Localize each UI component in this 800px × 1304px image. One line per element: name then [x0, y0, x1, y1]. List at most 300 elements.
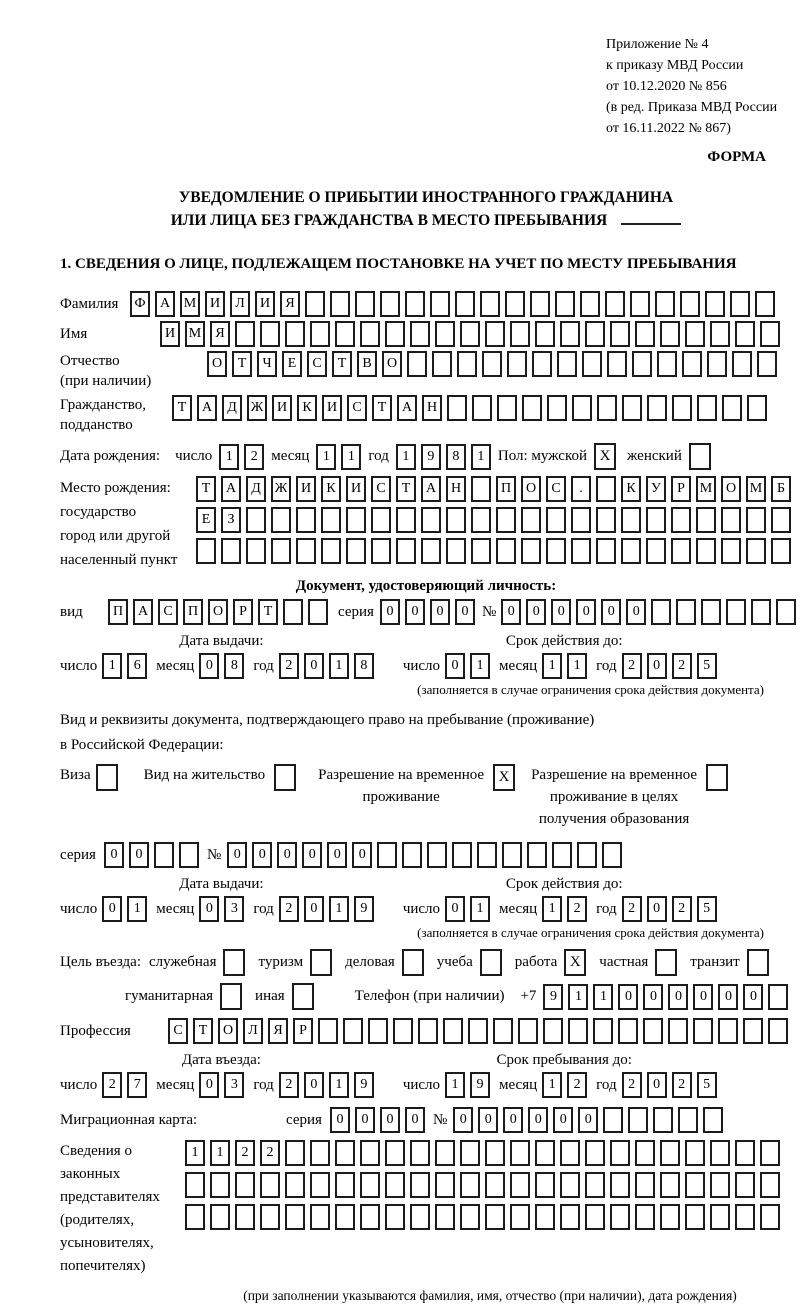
char-cell[interactable] [602, 842, 622, 868]
char-cell[interactable]: 2 [622, 896, 642, 922]
char-cell[interactable] [185, 1172, 205, 1198]
char-cell[interactable]: Л [243, 1018, 263, 1044]
visa-checkbox[interactable] [96, 764, 118, 791]
char-cell[interactable] [593, 1018, 613, 1044]
char-cell[interactable]: 2 [672, 1072, 692, 1098]
char-cell[interactable]: П [108, 599, 128, 625]
char-cell[interactable] [497, 395, 517, 421]
char-cell[interactable] [585, 321, 605, 347]
entry-day-cells[interactable] [102, 1072, 147, 1098]
char-cell[interactable]: 0 [647, 653, 667, 679]
char-cell[interactable] [260, 321, 280, 347]
char-cell[interactable] [596, 476, 616, 502]
char-cell[interactable]: М [180, 291, 200, 317]
char-cell[interactable] [768, 1018, 788, 1044]
char-cell[interactable] [535, 1204, 555, 1230]
char-cell[interactable] [735, 1172, 755, 1198]
char-cell[interactable]: 8 [224, 653, 244, 679]
char-cell[interactable]: 5 [697, 653, 717, 679]
char-cell[interactable]: Т [332, 351, 352, 377]
char-cell[interactable] [647, 395, 667, 421]
char-cell[interactable] [610, 1140, 630, 1166]
phone-cells[interactable] [543, 984, 788, 1010]
surname-cells[interactable] [130, 291, 775, 317]
char-cell[interactable] [760, 1204, 780, 1230]
char-cell[interactable]: 1 [542, 653, 562, 679]
char-cell[interactable]: 0 [601, 599, 621, 625]
char-cell[interactable]: 5 [697, 896, 717, 922]
char-cell[interactable] [510, 1204, 530, 1230]
char-cell[interactable] [546, 538, 566, 564]
migration-series-cells[interactable] [330, 1107, 425, 1133]
char-cell[interactable]: О [721, 476, 741, 502]
char-cell[interactable]: 0 [304, 653, 324, 679]
char-cell[interactable]: 1 [470, 896, 490, 922]
char-cell[interactable] [496, 507, 516, 533]
char-cell[interactable] [235, 1204, 255, 1230]
char-cell[interactable] [210, 1172, 230, 1198]
char-cell[interactable] [246, 507, 266, 533]
char-cell[interactable] [672, 395, 692, 421]
char-cell[interactable] [283, 599, 303, 625]
char-cell[interactable]: 2 [567, 896, 587, 922]
char-cell[interactable]: С [168, 1018, 188, 1044]
char-cell[interactable]: И [322, 395, 342, 421]
char-cell[interactable] [585, 1204, 605, 1230]
char-cell[interactable] [671, 507, 691, 533]
char-cell[interactable] [560, 1172, 580, 1198]
char-cell[interactable] [568, 1018, 588, 1044]
char-cell[interactable]: 0 [453, 1107, 473, 1133]
char-cell[interactable] [676, 599, 696, 625]
char-cell[interactable] [385, 1140, 405, 1166]
char-cell[interactable]: С [307, 351, 327, 377]
char-cell[interactable] [603, 1107, 623, 1133]
char-cell[interactable] [471, 476, 491, 502]
char-cell[interactable] [660, 1204, 680, 1230]
char-cell[interactable]: 0 [352, 842, 372, 868]
char-cell[interactable]: 9 [354, 896, 374, 922]
stay-month-cells[interactable] [542, 1072, 587, 1098]
char-cell[interactable] [510, 1140, 530, 1166]
char-cell[interactable] [443, 1018, 463, 1044]
char-cell[interactable]: 0 [743, 984, 763, 1010]
char-cell[interactable] [682, 351, 702, 377]
char-cell[interactable] [776, 599, 796, 625]
char-cell[interactable] [355, 291, 375, 317]
char-cell[interactable] [221, 538, 241, 564]
char-cell[interactable]: Т [258, 599, 278, 625]
char-cell[interactable]: И [272, 395, 292, 421]
purpose-tourism-checkbox[interactable] [310, 949, 332, 976]
char-cell[interactable] [335, 1172, 355, 1198]
char-cell[interactable]: 1 [542, 896, 562, 922]
char-cell[interactable] [660, 1140, 680, 1166]
char-cell[interactable]: 0 [618, 984, 638, 1010]
char-cell[interactable] [721, 507, 741, 533]
char-cell[interactable]: К [297, 395, 317, 421]
char-cell[interactable]: 2 [672, 896, 692, 922]
char-cell[interactable] [527, 842, 547, 868]
char-cell[interactable] [710, 1140, 730, 1166]
char-cell[interactable]: Т [196, 476, 216, 502]
char-cell[interactable]: П [496, 476, 516, 502]
char-cell[interactable]: 0 [330, 1107, 350, 1133]
char-cell[interactable] [710, 321, 730, 347]
char-cell[interactable]: 1 [329, 896, 349, 922]
char-cell[interactable] [685, 1172, 705, 1198]
char-cell[interactable] [660, 1172, 680, 1198]
char-cell[interactable]: 1 [185, 1140, 205, 1166]
char-cell[interactable] [346, 538, 366, 564]
purpose-transit-checkbox[interactable] [747, 949, 769, 976]
char-cell[interactable] [760, 1172, 780, 1198]
char-cell[interactable] [707, 351, 727, 377]
char-cell[interactable]: 0 [199, 1072, 219, 1098]
char-cell[interactable] [343, 1018, 363, 1044]
char-cell[interactable] [271, 538, 291, 564]
char-cell[interactable]: М [696, 476, 716, 502]
char-cell[interactable] [755, 291, 775, 317]
char-cell[interactable]: Т [172, 395, 192, 421]
char-cell[interactable]: 0 [647, 896, 667, 922]
char-cell[interactable]: 9 [354, 1072, 374, 1098]
char-cell[interactable] [610, 1204, 630, 1230]
char-cell[interactable] [460, 1172, 480, 1198]
char-cell[interactable] [735, 321, 755, 347]
char-cell[interactable] [582, 351, 602, 377]
char-cell[interactable]: 0 [102, 896, 122, 922]
char-cell[interactable] [577, 842, 597, 868]
citizenship-cells[interactable] [172, 395, 767, 421]
migration-number-cells[interactable] [453, 1107, 723, 1133]
char-cell[interactable] [605, 291, 625, 317]
char-cell[interactable]: 2 [622, 653, 642, 679]
char-cell[interactable]: 2 [279, 1072, 299, 1098]
gender-male-checkbox[interactable]: X [594, 443, 616, 470]
char-cell[interactable] [572, 395, 592, 421]
char-cell[interactable]: Р [671, 476, 691, 502]
char-cell[interactable] [430, 291, 450, 317]
char-cell[interactable]: 2 [235, 1140, 255, 1166]
char-cell[interactable] [621, 507, 641, 533]
char-cell[interactable] [493, 1018, 513, 1044]
char-cell[interactable] [535, 1172, 555, 1198]
char-cell[interactable] [726, 599, 746, 625]
char-cell[interactable]: Т [193, 1018, 213, 1044]
char-cell[interactable]: 9 [470, 1072, 490, 1098]
char-cell[interactable] [447, 395, 467, 421]
char-cell[interactable] [485, 1204, 505, 1230]
char-cell[interactable] [768, 984, 788, 1010]
char-cell[interactable]: Я [280, 291, 300, 317]
char-cell[interactable] [560, 1140, 580, 1166]
char-cell[interactable] [607, 351, 627, 377]
identity-issue-month-cells[interactable] [199, 653, 244, 679]
char-cell[interactable]: 1 [445, 1072, 465, 1098]
char-cell[interactable]: А [397, 395, 417, 421]
char-cell[interactable]: 0 [199, 653, 219, 679]
char-cell[interactable] [360, 321, 380, 347]
char-cell[interactable] [496, 538, 516, 564]
doc-number-cells[interactable] [501, 599, 796, 625]
char-cell[interactable] [610, 321, 630, 347]
char-cell[interactable] [653, 1107, 673, 1133]
char-cell[interactable] [735, 1140, 755, 1166]
residence-series-cells[interactable] [104, 842, 199, 868]
char-cell[interactable] [555, 291, 575, 317]
char-cell[interactable]: 0 [576, 599, 596, 625]
residence-valid-month-cells[interactable] [542, 896, 587, 922]
char-cell[interactable] [646, 538, 666, 564]
char-cell[interactable] [547, 395, 567, 421]
char-cell[interactable] [585, 1172, 605, 1198]
char-cell[interactable] [703, 1107, 723, 1133]
char-cell[interactable]: Д [222, 395, 242, 421]
char-cell[interactable] [610, 1172, 630, 1198]
char-cell[interactable] [557, 351, 577, 377]
char-cell[interactable] [535, 1140, 555, 1166]
char-cell[interactable] [678, 1107, 698, 1133]
profession-cells[interactable] [168, 1018, 788, 1044]
char-cell[interactable] [746, 538, 766, 564]
char-cell[interactable]: 0 [578, 1107, 598, 1133]
char-cell[interactable] [760, 321, 780, 347]
char-cell[interactable]: 0 [503, 1107, 523, 1133]
char-cell[interactable] [396, 507, 416, 533]
char-cell[interactable]: Р [233, 599, 253, 625]
char-cell[interactable] [705, 291, 725, 317]
char-cell[interactable] [471, 538, 491, 564]
char-cell[interactable] [597, 395, 617, 421]
char-cell[interactable] [432, 351, 452, 377]
char-cell[interactable] [621, 538, 641, 564]
char-cell[interactable] [393, 1018, 413, 1044]
char-cell[interactable]: А [133, 599, 153, 625]
char-cell[interactable] [596, 507, 616, 533]
char-cell[interactable] [460, 321, 480, 347]
char-cell[interactable] [521, 538, 541, 564]
char-cell[interactable]: Я [210, 321, 230, 347]
char-cell[interactable]: 0 [553, 1107, 573, 1133]
char-cell[interactable]: 1 [210, 1140, 230, 1166]
char-cell[interactable] [622, 395, 642, 421]
char-cell[interactable] [385, 1204, 405, 1230]
char-cell[interactable] [468, 1018, 488, 1044]
char-cell[interactable] [321, 507, 341, 533]
char-cell[interactable] [310, 1140, 330, 1166]
char-cell[interactable] [751, 599, 771, 625]
char-cell[interactable] [310, 321, 330, 347]
char-cell[interactable] [735, 1204, 755, 1230]
identity-valid-month-cells[interactable] [542, 653, 587, 679]
char-cell[interactable] [196, 538, 216, 564]
identity-valid-year-cells[interactable] [622, 653, 717, 679]
char-cell[interactable]: 0 [302, 842, 322, 868]
char-cell[interactable]: 7 [127, 1072, 147, 1098]
char-cell[interactable] [482, 351, 502, 377]
char-cell[interactable]: В [357, 351, 377, 377]
stay-day-cells[interactable] [445, 1072, 490, 1098]
char-cell[interactable] [651, 599, 671, 625]
stay-year-cells[interactable] [622, 1072, 717, 1098]
char-cell[interactable] [671, 538, 691, 564]
char-cell[interactable]: П [183, 599, 203, 625]
char-cell[interactable]: 0 [647, 1072, 667, 1098]
char-cell[interactable] [560, 1204, 580, 1230]
char-cell[interactable] [635, 321, 655, 347]
char-cell[interactable] [535, 321, 555, 347]
doc-series-cells[interactable] [380, 599, 475, 625]
char-cell[interactable] [697, 395, 717, 421]
char-cell[interactable] [179, 842, 199, 868]
char-cell[interactable] [285, 1140, 305, 1166]
char-cell[interactable] [235, 321, 255, 347]
residence-number-cells[interactable] [227, 842, 622, 868]
char-cell[interactable] [730, 291, 750, 317]
char-cell[interactable] [485, 1140, 505, 1166]
char-cell[interactable] [630, 291, 650, 317]
char-cell[interactable] [721, 538, 741, 564]
char-cell[interactable]: Т [396, 476, 416, 502]
char-cell[interactable] [185, 1204, 205, 1230]
char-cell[interactable]: 1 [470, 653, 490, 679]
char-cell[interactable] [308, 599, 328, 625]
char-cell[interactable] [477, 842, 497, 868]
birth-place-cells-row3[interactable] [196, 538, 791, 564]
char-cell[interactable]: 6 [127, 653, 147, 679]
identity-issue-day-cells[interactable] [102, 653, 147, 679]
char-cell[interactable] [522, 395, 542, 421]
char-cell[interactable] [657, 351, 677, 377]
birth-month-cells[interactable] [316, 444, 361, 470]
residence-permit-checkbox[interactable] [274, 764, 296, 791]
char-cell[interactable] [402, 842, 422, 868]
char-cell[interactable] [310, 1172, 330, 1198]
char-cell[interactable]: Н [422, 395, 442, 421]
char-cell[interactable] [505, 291, 525, 317]
char-cell[interactable]: 1 [219, 444, 239, 470]
char-cell[interactable] [246, 538, 266, 564]
char-cell[interactable] [760, 1140, 780, 1166]
char-cell[interactable] [660, 321, 680, 347]
char-cell[interactable]: Б [771, 476, 791, 502]
char-cell[interactable] [771, 507, 791, 533]
char-cell[interactable] [435, 321, 455, 347]
purpose-humanitarian-checkbox[interactable] [220, 983, 242, 1010]
char-cell[interactable] [685, 321, 705, 347]
char-cell[interactable]: 1 [542, 1072, 562, 1098]
char-cell[interactable]: 0 [129, 842, 149, 868]
patronymic-cells[interactable] [207, 351, 777, 377]
char-cell[interactable] [655, 291, 675, 317]
char-cell[interactable] [435, 1204, 455, 1230]
char-cell[interactable] [360, 1204, 380, 1230]
char-cell[interactable]: 0 [718, 984, 738, 1010]
char-cell[interactable]: 1 [316, 444, 336, 470]
char-cell[interactable] [260, 1204, 280, 1230]
char-cell[interactable] [410, 1140, 430, 1166]
char-cell[interactable] [296, 538, 316, 564]
char-cell[interactable] [696, 538, 716, 564]
char-cell[interactable] [685, 1140, 705, 1166]
char-cell[interactable] [285, 1172, 305, 1198]
char-cell[interactable] [435, 1172, 455, 1198]
char-cell[interactable]: 2 [622, 1072, 642, 1098]
char-cell[interactable] [380, 291, 400, 317]
char-cell[interactable] [732, 351, 752, 377]
purpose-other-checkbox[interactable] [292, 983, 314, 1010]
char-cell[interactable]: Д [246, 476, 266, 502]
char-cell[interactable] [701, 599, 721, 625]
char-cell[interactable]: 1 [568, 984, 588, 1010]
char-cell[interactable]: 0 [277, 842, 297, 868]
char-cell[interactable] [472, 395, 492, 421]
char-cell[interactable] [460, 1140, 480, 1166]
char-cell[interactable] [435, 1140, 455, 1166]
char-cell[interactable] [335, 1140, 355, 1166]
char-cell[interactable]: 0 [380, 1107, 400, 1133]
char-cell[interactable]: Ж [271, 476, 291, 502]
char-cell[interactable] [296, 507, 316, 533]
char-cell[interactable]: Т [232, 351, 252, 377]
char-cell[interactable] [371, 507, 391, 533]
char-cell[interactable] [510, 321, 530, 347]
char-cell[interactable]: 0 [643, 984, 663, 1010]
char-cell[interactable]: 0 [445, 653, 465, 679]
char-cell[interactable] [757, 351, 777, 377]
char-cell[interactable]: 0 [199, 896, 219, 922]
char-cell[interactable] [552, 842, 572, 868]
char-cell[interactable] [371, 538, 391, 564]
char-cell[interactable]: С [371, 476, 391, 502]
char-cell[interactable]: И [160, 321, 180, 347]
char-cell[interactable]: К [321, 476, 341, 502]
entry-month-cells[interactable] [199, 1072, 244, 1098]
char-cell[interactable] [747, 395, 767, 421]
char-cell[interactable]: А [221, 476, 241, 502]
char-cell[interactable]: 2 [567, 1072, 587, 1098]
purpose-private-checkbox[interactable] [655, 949, 677, 976]
char-cell[interactable]: 0 [693, 984, 713, 1010]
residence-issue-year-cells[interactable] [279, 896, 374, 922]
char-cell[interactable]: 1 [593, 984, 613, 1010]
char-cell[interactable]: 1 [396, 444, 416, 470]
char-cell[interactable] [571, 507, 591, 533]
identity-valid-day-cells[interactable] [445, 653, 490, 679]
char-cell[interactable]: М [185, 321, 205, 347]
birth-place-cells-row2[interactable] [196, 507, 791, 533]
char-cell[interactable] [685, 1204, 705, 1230]
representatives-cells-row3[interactable] [185, 1204, 780, 1230]
char-cell[interactable] [530, 291, 550, 317]
char-cell[interactable] [260, 1172, 280, 1198]
char-cell[interactable]: Ф [130, 291, 150, 317]
char-cell[interactable]: 0 [528, 1107, 548, 1133]
char-cell[interactable] [446, 538, 466, 564]
char-cell[interactable] [635, 1204, 655, 1230]
char-cell[interactable]: . [571, 476, 591, 502]
char-cell[interactable] [618, 1018, 638, 1044]
char-cell[interactable]: Е [282, 351, 302, 377]
char-cell[interactable]: 2 [102, 1072, 122, 1098]
char-cell[interactable] [235, 1172, 255, 1198]
char-cell[interactable]: 1 [102, 653, 122, 679]
char-cell[interactable] [743, 1018, 763, 1044]
char-cell[interactable]: 0 [455, 599, 475, 625]
char-cell[interactable] [457, 351, 477, 377]
char-cell[interactable]: 0 [445, 896, 465, 922]
